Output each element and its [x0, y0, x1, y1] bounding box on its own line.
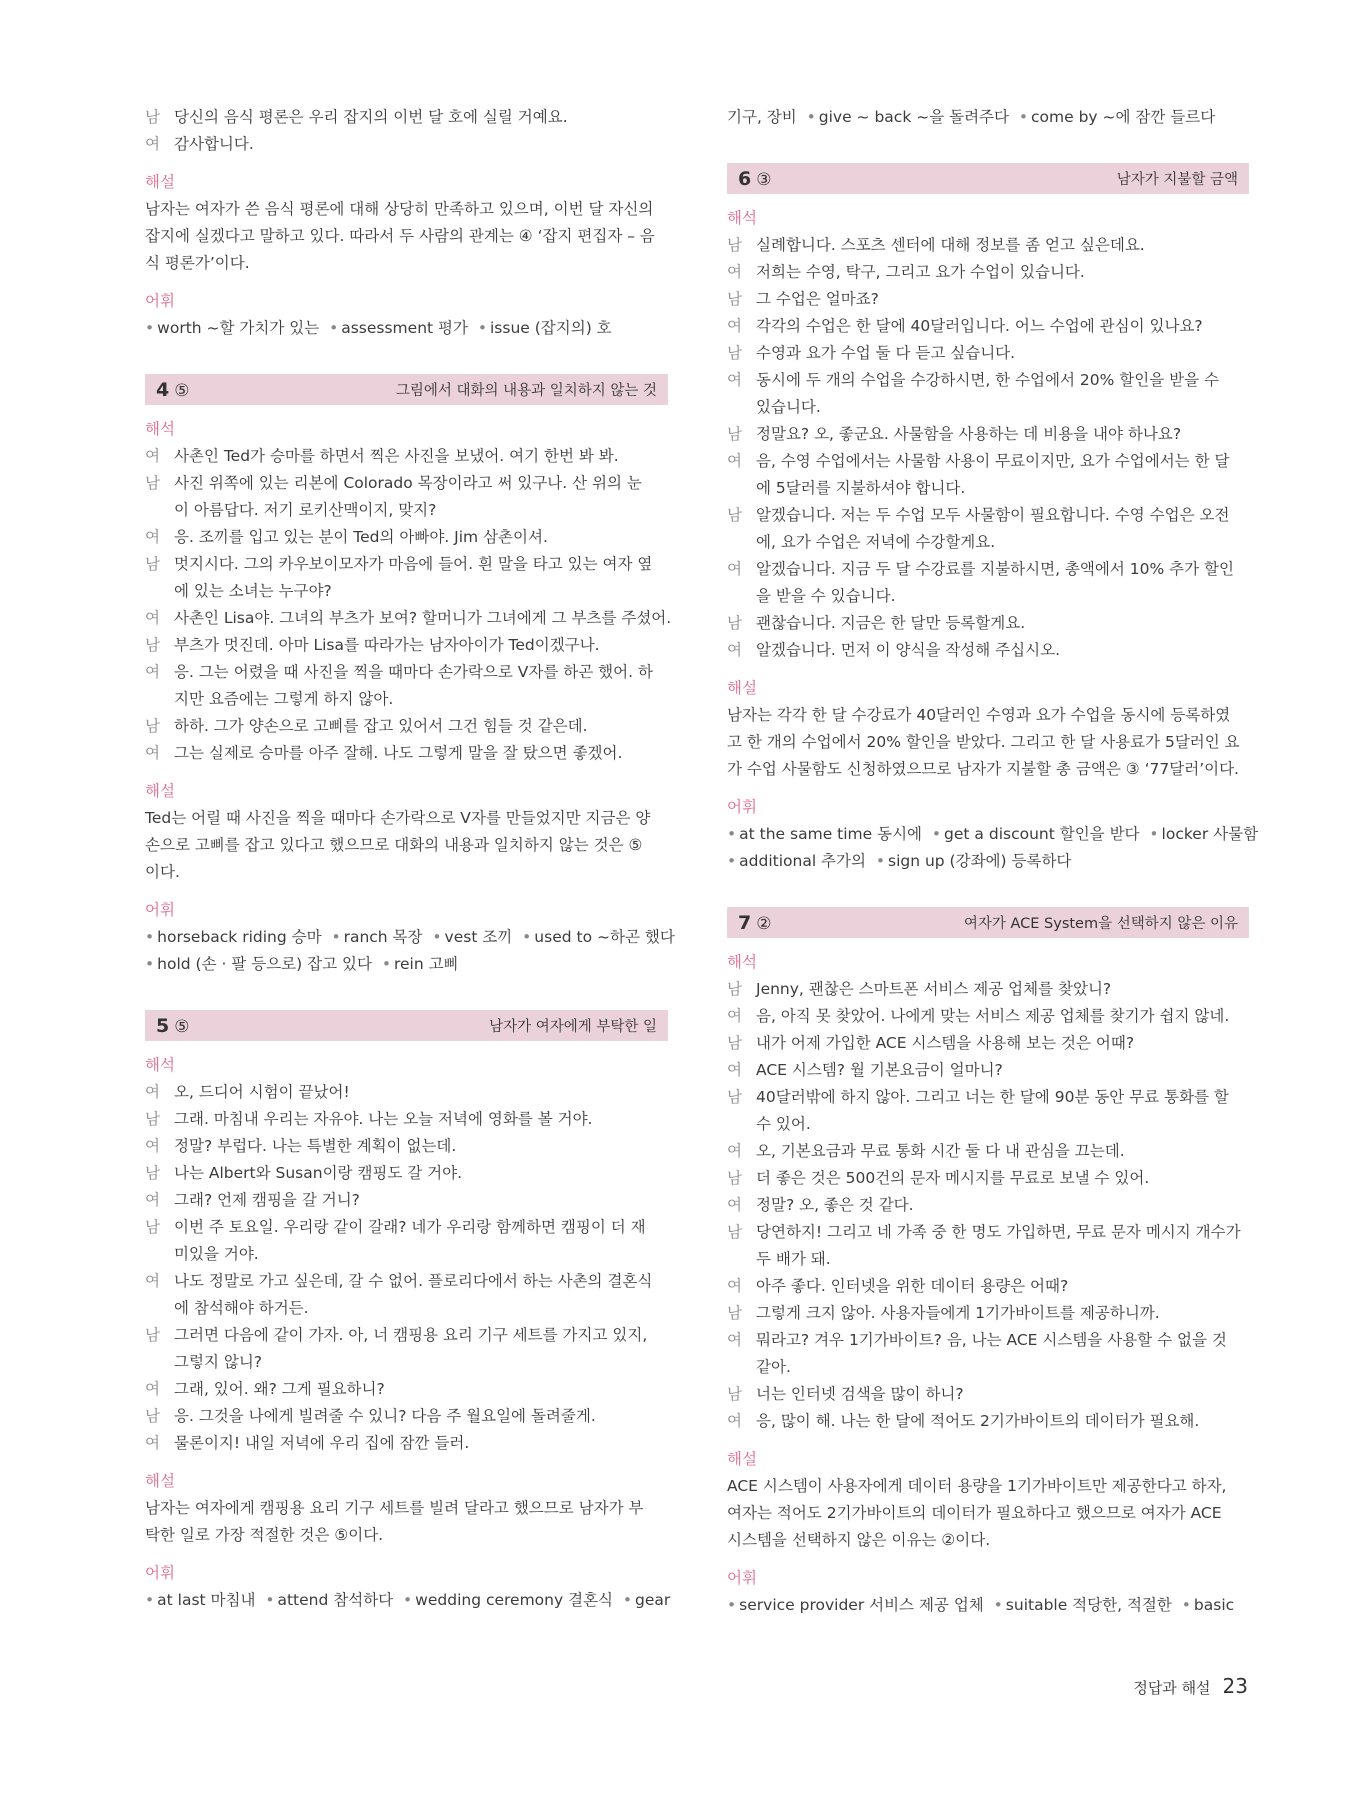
dialogue-text: 각각의 수업은 한 달에 40달러입니다. 어느 수업에 관심이 있나요?: [756, 317, 1203, 335]
speaker-marker: 남: [727, 290, 742, 308]
dialogue-text: 응. 조끼를 입고 있는 분이 Ted의 아빠야. Jim 삼촌이셔.: [174, 528, 548, 546]
dialogue-text: 정말? 오, 좋은 것 같다.: [756, 1196, 914, 1214]
explanation-text: 남자는 여자에게 캠핑용 요리 기구 세트를 빌려 달라고 했으므로 남자가 부: [145, 1499, 644, 1517]
dialogue-text: 음, 아직 못 찾았어. 나에게 맞는 서비스 제공 업체를 찾기가 쉽지 않네.: [756, 1007, 1230, 1025]
bullet-icon: •: [403, 1591, 413, 1609]
dialogue-line: [145, 470, 668, 497]
vocabulary-item: assessment 평가: [341, 319, 468, 337]
vocabulary-item: additional 추가의: [739, 852, 866, 870]
speaker-marker: 남: [145, 1110, 160, 1128]
dialogue-line: [727, 421, 1249, 448]
section-label: 어휘: [145, 292, 175, 310]
dialogue-text: 그렇게 크지 않아. 사용자들에게 1기가바이트를 제공하니까.: [756, 1304, 1160, 1322]
explanation-text: Ted는 어릴 때 사진을 찍을 때마다 손가락으로 V자를 만들었지만 지금은 양: [145, 809, 651, 827]
vocabulary-line: [727, 821, 1259, 848]
dialogue-line: [727, 1084, 1249, 1111]
dialogue-text: 감사합니다.: [174, 135, 254, 153]
dialogue-line: [145, 632, 668, 659]
dialogue-line: [727, 313, 1249, 340]
dialogue-text: Jenny, 괜찮은 스마트폰 서비스 제공 업체를 찾았니?: [756, 980, 1112, 998]
dialogue-line: [727, 232, 1249, 259]
dialogue-line: [145, 1322, 668, 1349]
dialogue-line: [145, 659, 668, 686]
dialogue-continuation: [145, 497, 668, 524]
section-label: 해설: [145, 1472, 175, 1490]
dialogue-line: [145, 1187, 668, 1214]
dialogue-continuation: [145, 686, 668, 713]
dialogue-text: 미있을 거야.: [174, 1245, 259, 1263]
right-column: [727, 104, 1259, 1619]
speaker-marker: 남: [727, 1088, 742, 1106]
dialogue-line: [727, 637, 1249, 664]
dialogue-text: 오, 드디어 시험이 끝났어!: [174, 1083, 350, 1101]
dialogue-text: 알겠습니다. 먼저 이 양식을 작성해 주십시오.: [756, 641, 1061, 659]
dialogue-text: 있습니다.: [756, 398, 821, 416]
vocabulary-item: rein 고삐: [393, 955, 459, 973]
bullet-icon: •: [265, 1591, 275, 1609]
dialogue-line: [145, 605, 672, 632]
dialogue-text: 멋지시다. 그의 카우보이모자가 마음에 들어. 흰 말을 타고 있는 여자 옆: [174, 555, 653, 573]
speaker-marker: 여: [145, 135, 160, 153]
dialogue-text: 오, 기본요금과 무료 통화 시간 둘 다 내 관심을 끄는데.: [756, 1142, 1125, 1160]
question-header: [727, 163, 1249, 194]
speaker-marker: 남: [727, 980, 742, 998]
section-label: 어휘: [727, 798, 757, 816]
speaker-marker: 남: [145, 1218, 160, 1236]
vocabulary-item: at last 마침내: [157, 1591, 256, 1609]
bullet-icon: •: [145, 319, 155, 337]
speaker-marker: 남: [727, 506, 742, 524]
bullet-icon: •: [875, 852, 885, 870]
speaker-marker: 남: [727, 1304, 742, 1322]
speaker-marker: 남: [727, 1169, 742, 1187]
dialogue-continuation: [727, 475, 1249, 502]
vocabulary-item: sign up (강좌에) 등록하다: [888, 852, 1072, 870]
dialogue-continuation: [727, 394, 1249, 421]
explanation-text: 남자는 각각 한 달 수강료가 40달러인 수영과 요가 수업을 동시에 등록하였: [727, 706, 1231, 724]
dialogue-text: 당신의 음식 평론은 우리 잡지의 이번 달 호에 실릴 거예요.: [174, 108, 568, 126]
vocabulary-line: [145, 315, 668, 342]
question-number: 5: [156, 1014, 170, 1037]
dialogue-text: 알겠습니다. 저는 두 수업 모두 사물함이 필요합니다. 수영 수업은 오전: [756, 506, 1230, 524]
vocabulary-item: locker 사물함: [1161, 825, 1259, 843]
question-number-answer: [738, 168, 771, 190]
vocabulary-item: issue (잡지의) 호: [489, 319, 612, 337]
vocabulary-item: ranch 목장: [343, 928, 423, 946]
vocabulary-item: give ~ back ~을 돌려주다: [818, 108, 1010, 126]
explanation-text: 가 수업 사물함도 신청하였으므로 남자가 지불할 총 금액은 ③ ‘77달러’이다.: [727, 760, 1239, 778]
dialogue-text: 당연하지! 그리고 네 가족 중 한 명도 가입하면, 무료 문자 메시지 개수가: [756, 1223, 1241, 1241]
dialogue-line: [145, 1133, 668, 1160]
dialogue-text: 수영과 요가 수업 둘 다 듣고 싶습니다.: [756, 344, 1016, 362]
speaker-marker: 여: [727, 641, 742, 659]
dialogue-line: [727, 1273, 1249, 1300]
bullet-icon: •: [432, 928, 442, 946]
speaker-marker: 여: [727, 560, 742, 578]
dialogue-line: [145, 1160, 668, 1187]
section-label: 어휘: [727, 1569, 757, 1587]
speaker-marker: 남: [145, 636, 160, 654]
question-header: [145, 374, 668, 405]
dialogue-text: 응. 그는 어렸을 때 사진을 찍을 때마다 손가락으로 V자를 하곤 했어. 하: [174, 663, 653, 681]
speaker-marker: 남: [727, 236, 742, 254]
dialogue-line: [727, 367, 1249, 394]
section-label: 해설: [145, 782, 175, 800]
dialogue-text: 저희는 수영, 탁구, 그리고 요가 수업이 있습니다.: [756, 263, 1085, 281]
dialogue-text: 이번 주 토요일. 우리랑 같이 갈래? 네가 우리랑 함께하면 캠핑이 더 재: [174, 1218, 646, 1236]
dialogue-line: [727, 259, 1249, 286]
dialogue-text: 물론이지! 내일 저녁에 우리 집에 잠깐 들러.: [174, 1434, 470, 1452]
bullet-icon: •: [145, 1591, 155, 1609]
dialogue-text: 그 수업은 얼마죠?: [756, 290, 879, 308]
speaker-marker: 여: [727, 371, 742, 389]
question-header: [727, 907, 1249, 938]
dialogue-text: 너는 인터넷 검색을 많이 하니?: [756, 1385, 964, 1403]
dialogue-text: 을 받을 수 있습니다.: [756, 587, 896, 605]
dialogue-text: 40달러밖에 하지 않아. 그리고 너는 한 달에 90분 동안 무료 통화를 할: [756, 1088, 1229, 1106]
dialogue-text: 그래. 마침내 우리는 자유야. 나는 오늘 저녁에 영화를 볼 거야.: [174, 1110, 593, 1128]
section-label: 해설: [145, 173, 175, 191]
section-label: 해석: [145, 420, 175, 438]
speaker-marker: 여: [145, 744, 160, 762]
vocabulary-item: vest 조끼: [444, 928, 513, 946]
dialogue-text: 에 5달러를 지불하셔야 합니다.: [756, 479, 966, 497]
vocabulary-item: get a discount 할인을 받다: [944, 825, 1140, 843]
question-number-answer: [156, 379, 189, 401]
explanation-text: 탁한 일로 가장 적절한 것은 ⑤이다.: [145, 1526, 384, 1544]
explanation-text: 식 평론가’이다.: [145, 254, 250, 272]
dialogue-text: 내가 어제 가입한 ACE 시스템을 사용해 보는 것은 어때?: [756, 1034, 1135, 1052]
dialogue-text: 지만 요즘에는 그렇게 하지 않아.: [174, 690, 394, 708]
dialogue-text: 음, 수영 수업에서는 사물함 사용이 무료이지만, 요가 수업에서는 한 달: [756, 452, 1230, 470]
dialogue-text: 그러면 다음에 같이 가자. 아, 너 캠핑용 요리 기구 세트를 가지고 있지,: [174, 1326, 648, 1344]
vocabulary-line: [727, 104, 1249, 131]
bullet-icon: •: [329, 319, 339, 337]
section-label: 어휘: [145, 1564, 175, 1582]
dialogue-text: 이 아름답다. 저기 로키산맥이지, 맞지?: [174, 501, 437, 519]
explanation-text: 시스템을 선택하지 않은 이유는 ②이다.: [727, 1531, 991, 1549]
answer-choice: ⑤: [174, 380, 190, 401]
dialogue-line: [727, 1381, 1249, 1408]
speaker-marker: 여: [727, 1007, 742, 1025]
dialogue-continuation: [145, 1349, 668, 1376]
question-topic: 여자가 ACE System을 선택하지 않은 이유: [963, 916, 1238, 932]
explanation-text: 여자는 적어도 2기가바이트의 데이터가 필요하다고 했으므로 여자가 ACE: [727, 1504, 1222, 1522]
speaker-marker: 여: [145, 1434, 160, 1452]
dialogue-line: [145, 740, 668, 767]
dialogue-line: [727, 448, 1249, 475]
speaker-marker: 여: [145, 663, 160, 681]
dialogue-text: 그는 실제로 승마를 아주 잘해. 나도 그렇게 말을 잘 탔으면 좋겠어.: [174, 744, 623, 762]
section-label: 해석: [727, 953, 757, 971]
vocabulary-item: suitable 적당한, 적절한: [1005, 1596, 1172, 1614]
dialogue-line: [727, 610, 1249, 637]
speaker-marker: 여: [145, 1137, 160, 1155]
left-column: [145, 104, 675, 1614]
bullet-icon: •: [727, 1596, 737, 1614]
explanation-text: ACE 시스템이 사용자에게 데이터 용량을 1기가바이트만 제공한다고 하자,: [727, 1477, 1227, 1495]
dialogue-line: [145, 104, 668, 131]
dialogue-text: 정말요? 오, 좋군요. 사물함을 사용하는 데 비용을 내야 하나요?: [756, 425, 1182, 443]
speaker-marker: 남: [145, 555, 160, 573]
explanation-text: 손으로 고삐를 잡고 있다고 했으므로 대화의 내용과 일치하지 않는 것은 ⑤: [145, 836, 643, 854]
question-number: 6: [738, 167, 752, 190]
speaker-marker: 남: [727, 344, 742, 362]
speaker-marker: 남: [145, 717, 160, 735]
speaker-marker: 남: [145, 1407, 160, 1425]
speaker-marker: 남: [727, 1223, 742, 1241]
dialogue-text: 그래, 있어. 왜? 그게 필요하니?: [174, 1380, 385, 1398]
answer-choice: ③: [756, 169, 772, 190]
answer-choice: ⑤: [174, 1016, 190, 1037]
speaker-marker: 여: [145, 609, 160, 627]
vocabulary-item: horseback riding 승마: [157, 928, 322, 946]
dialogue-line: [145, 1268, 668, 1295]
dialogue-text: 더 좋은 것은 500건의 문자 메시지를 무료로 보낼 수 있어.: [756, 1169, 1150, 1187]
vocabulary-item: come by ~에 잠깐 들르다: [1031, 108, 1216, 126]
question-topic: 남자가 여자에게 부탁한 일: [489, 1019, 657, 1035]
speaker-marker: 남: [145, 474, 160, 492]
speaker-marker: 남: [727, 1385, 742, 1403]
dialogue-line: [145, 713, 668, 740]
vocabulary-item: at the same time 동시에: [739, 825, 923, 843]
dialogue-text: 사촌인 Lisa야. 그녀의 부츠가 보여? 할머니가 그녀에게 그 부츠를 주셨어.: [174, 609, 672, 627]
section-label: 해석: [145, 1056, 175, 1074]
dialogue-text: 괜찮습니다. 지금은 한 달만 등록할게요.: [756, 614, 1026, 632]
bullet-icon: •: [145, 955, 155, 973]
question-header: [145, 1010, 668, 1041]
explanation-text: 이다.: [145, 863, 180, 881]
vocabulary-line: [145, 924, 675, 951]
dialogue-line: [145, 1106, 668, 1133]
speaker-marker: 여: [727, 1412, 742, 1430]
dialogue-line: [145, 131, 668, 158]
speaker-marker: 여: [145, 1083, 160, 1101]
dialogue-continuation: [727, 1246, 1249, 1273]
speaker-marker: 여: [727, 317, 742, 335]
speaker-marker: 남: [145, 1326, 160, 1344]
dialogue-text: 두 배가 돼.: [756, 1250, 831, 1268]
bullet-icon: •: [931, 825, 942, 843]
dialogue-text: 아주 좋다. 인터넷을 위한 데이터 용량은 어때?: [756, 1277, 1069, 1295]
dialogue-line: [145, 524, 668, 551]
bullet-icon: •: [381, 955, 391, 973]
dialogue-line: [727, 976, 1249, 1003]
speaker-marker: 여: [145, 447, 160, 465]
speaker-marker: 여: [727, 1142, 742, 1160]
dialogue-text: 에, 요가 수업은 저녁에 수강할게요.: [756, 533, 996, 551]
explanation-text: 잡지에 실겠다고 말하고 있다. 따라서 두 사람의 관계는 ④ ‘잡지 편집자 – 음: [145, 227, 655, 245]
dialogue-text: 그래? 언제 캠핑을 갈 거니?: [174, 1191, 360, 1209]
dialogue-line: [727, 1327, 1249, 1354]
vocabulary-item: wedding ceremony 결혼식: [415, 1591, 614, 1609]
question-number-answer: [738, 912, 771, 934]
bullet-icon: •: [1181, 1596, 1191, 1614]
dialogue-text: 뭐라고? 겨우 1기가바이트? 음, 나는 ACE 시스템을 사용할 수 없을 것: [756, 1331, 1227, 1349]
footer-section-label: 정답과 해설: [1133, 1679, 1211, 1697]
bullet-icon: •: [993, 1596, 1003, 1614]
question-number: 4: [156, 378, 170, 401]
dialogue-line: [145, 1079, 668, 1106]
answer-choice: ②: [756, 913, 772, 934]
page-footer: [1133, 1674, 1248, 1698]
question-number-answer: [156, 1015, 189, 1037]
dialogue-text: 에 참석해야 하거든.: [174, 1299, 309, 1317]
speaker-marker: 여: [727, 1277, 742, 1295]
speaker-marker: 여: [145, 528, 160, 546]
dialogue-text: 응. 그것을 나에게 빌려줄 수 있니? 다음 주 월요일에 돌려줄게.: [174, 1407, 596, 1425]
bullet-icon: •: [806, 108, 816, 126]
vocabulary-item: attend 참석하다: [277, 1591, 394, 1609]
vocabulary-item: basic: [1193, 1596, 1235, 1614]
explanation-text: 남자는 여자가 쓴 음식 평론에 대해 상당히 만족하고 있으며, 이번 달 자신의: [145, 200, 654, 218]
section-label: 해석: [727, 209, 757, 227]
dialogue-line: [727, 1030, 1249, 1057]
vocabulary-line: [727, 848, 1249, 875]
dialogue-text: 사촌인 Ted가 승마를 하면서 찍은 사진을 보냈어. 여기 한번 봐 봐.: [174, 447, 619, 465]
vocabulary-item: worth ~할 가치가 있는: [157, 319, 320, 337]
dialogue-text: 사진 위쪽에 있는 리본에 Colorado 목장이라고 써 있구나. 산 위의 눈: [174, 474, 642, 492]
dialogue-text: 동시에 두 개의 수업을 수강하시면, 한 수업에서 20% 할인을 받을 수: [756, 371, 1219, 389]
dialogue-continuation: [727, 1354, 1249, 1381]
dialogue-text: 나도 정말로 가고 싶은데, 갈 수 없어. 플로리다에서 하는 사촌의 결혼식: [174, 1272, 653, 1290]
speaker-marker: 남: [727, 425, 742, 443]
dialogue-continuation: [727, 583, 1249, 610]
speaker-marker: 여: [727, 452, 742, 470]
dialogue-line: [727, 1219, 1249, 1246]
dialogue-continuation: [727, 529, 1249, 556]
dialogue-line: [727, 340, 1249, 367]
bullet-icon: •: [1149, 825, 1159, 843]
vocabulary-line: [727, 1592, 1249, 1619]
vocabulary-item: service provider 서비스 제공 업체: [739, 1596, 984, 1614]
dialogue-line: [727, 1138, 1249, 1165]
bullet-icon: •: [331, 928, 341, 946]
speaker-marker: 남: [727, 1034, 742, 1052]
dialogue-line: [145, 1430, 668, 1457]
speaker-marker: 여: [727, 263, 742, 281]
dialogue-line: [727, 1408, 1249, 1435]
dialogue-text: 에 있는 소녀는 누구야?: [174, 582, 332, 600]
speaker-marker: 남: [727, 614, 742, 632]
vocabulary-item: gear: [635, 1591, 671, 1609]
speaker-marker: 남: [145, 1164, 160, 1182]
bullet-icon: •: [727, 852, 737, 870]
speaker-marker: 여: [145, 1191, 160, 1209]
dialogue-text: 그렇지 않니?: [174, 1353, 263, 1371]
dialogue-line: [727, 1300, 1249, 1327]
speaker-marker: 여: [145, 1380, 160, 1398]
dialogue-line: [727, 1057, 1249, 1084]
section-label: 해설: [727, 1450, 757, 1468]
dialogue-text: 부츠가 멋진데. 아마 Lisa를 따라가는 남자아이가 Ted이겠구나.: [174, 636, 600, 654]
dialogue-text: 실례합니다. 스포츠 센터에 대해 정보를 좀 얻고 싶은데요.: [756, 236, 1145, 254]
vocabulary-item: 기구, 장비: [727, 108, 797, 126]
vocabulary-item: hold (손 · 팔 등으로) 잡고 있다: [157, 955, 372, 973]
bullet-icon: •: [477, 319, 487, 337]
dialogue-line: [145, 1403, 668, 1430]
dialogue-continuation: [145, 578, 668, 605]
dialogue-line: [145, 1376, 668, 1403]
dialogue-continuation: [145, 1241, 668, 1268]
speaker-marker: 여: [727, 1331, 742, 1349]
explanation-text: 고 한 개의 수업에서 20% 할인을 받았다. 그리고 한 달 사용료가 5달러인 요: [727, 733, 1240, 751]
dialogue-text: 같아.: [756, 1358, 791, 1376]
question-topic: 남자가 지불할 금액: [1116, 172, 1238, 188]
question-number: 7: [738, 911, 752, 934]
dialogue-continuation: [727, 1111, 1249, 1138]
dialogue-text: 정말? 부럽다. 나는 특별한 계획이 없는데.: [174, 1137, 457, 1155]
dialogue-text: 알겠습니다. 지금 두 달 수강료를 지불하시면, 총액에서 10% 추가 할인: [756, 560, 1234, 578]
dialogue-line: [145, 551, 668, 578]
section-label: 해설: [727, 679, 757, 697]
bullet-icon: •: [145, 928, 155, 946]
dialogue-text: ACE 시스템? 월 기본요금이 얼마니?: [756, 1061, 1003, 1079]
dialogue-line: [727, 286, 1249, 313]
dialogue-text: 수 있어.: [756, 1115, 811, 1133]
bullet-icon: •: [522, 928, 532, 946]
dialogue-line: [727, 1165, 1249, 1192]
page-number: 23: [1222, 1674, 1248, 1698]
vocabulary-line: [145, 951, 668, 978]
speaker-marker: 여: [727, 1061, 742, 1079]
vocabulary-item: used to ~하곤 했다: [534, 928, 675, 946]
dialogue-text: 나는 Albert와 Susan이랑 캠핑도 갈 거야.: [174, 1164, 463, 1182]
dialogue-continuation: [145, 1295, 668, 1322]
speaker-marker: 남: [145, 108, 160, 126]
dialogue-line: [727, 556, 1249, 583]
bullet-icon: •: [727, 825, 737, 843]
bullet-icon: •: [1018, 108, 1029, 126]
speaker-marker: 여: [145, 1272, 160, 1290]
question-topic: 그림에서 대화의 내용과 일치하지 않는 것: [395, 383, 657, 399]
bullet-icon: •: [622, 1591, 633, 1609]
speaker-marker: 여: [727, 1196, 742, 1214]
section-label: 어휘: [145, 901, 175, 919]
dialogue-text: 응, 많이 해. 나는 한 달에 적어도 2기가바이트의 데이터가 필요해.: [756, 1412, 1200, 1430]
dialogue-line: [727, 502, 1249, 529]
dialogue-text: 하하. 그가 양손으로 고삐를 잡고 있어서 그건 힘들 것 같은데.: [174, 717, 588, 735]
vocabulary-line: [145, 1587, 671, 1614]
dialogue-line: [727, 1192, 1249, 1219]
dialogue-line: [727, 1003, 1249, 1030]
dialogue-line: [145, 1214, 668, 1241]
dialogue-line: [145, 443, 668, 470]
